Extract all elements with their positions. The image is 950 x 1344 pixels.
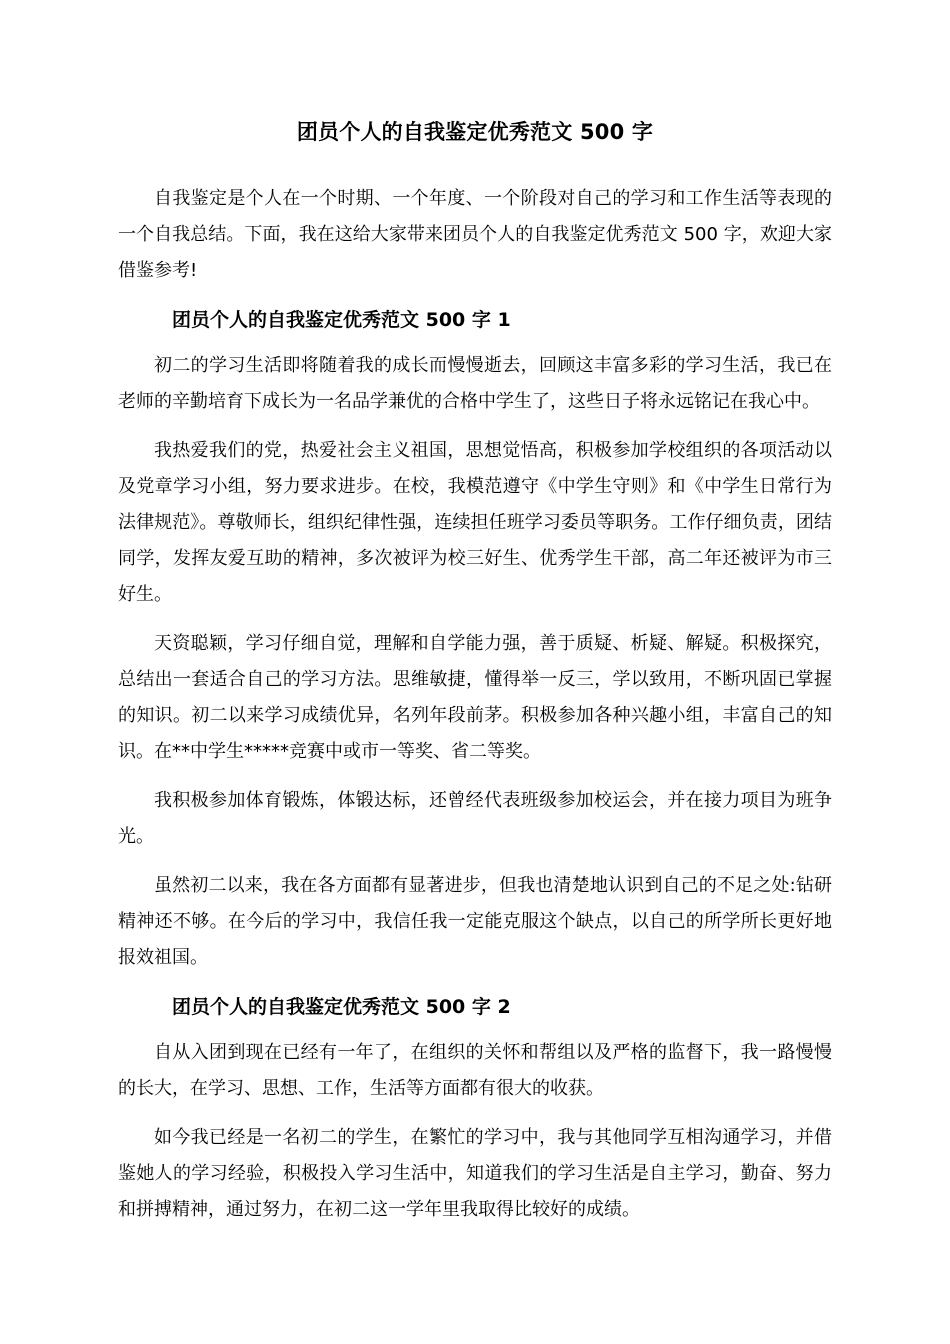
section-paragraph: 自从入团到现在已经有一年了，在组织的关怀和帮组以及严格的监督下，我一路慢慢的长大，在学习、思想、工作，生活等方面都有很大的收获。 (118, 1042, 832, 1099)
section-paragraph: 我积极参加体育锻炼，体锻达标，还曾经代表班级参加校运会，并在接力项目为班争光。 (118, 790, 832, 847)
section-heading: 团员个人的自我鉴定优秀范文 500 字 1 (172, 309, 511, 331)
document-title: 团员个人的自我鉴定优秀范文 500 字 (296, 120, 654, 144)
intro-paragraph: 自我鉴定是个人在一个时期、一个年度、一个阶段对自己的学习和工作生活等表现的一个自我总结。下面，我在这给大家带来团员个人的自我鉴定优秀范文 500 字，欢迎大家借鉴参考! (118, 188, 832, 281)
section-paragraph: 虽然初二以来，我在各方面都有显著进步，但我也清楚地认识到自己的不足之处:钻研精神还不够。在今后的学习中，我信任我一定能克服这个缺点，以自己的所学所长更好地报效祖国。 (118, 875, 832, 968)
section-heading: 团员个人的自我鉴定优秀范文 500 字 2 (172, 996, 511, 1018)
section-paragraph: 如今我已经是一名初二的学生，在繁忙的学习中，我与其他同学互相沟通学习，并借鉴她人的学习经验，积极投入学习生活中，知道我们的学习生活是自主学习，勤奋、努力和拼搏精神，通过努力，在初二这一学年里我取得比较好的成绩。 (118, 1127, 832, 1220)
section-paragraph: 初二的学习生活即将随着我的成长而慢慢逝去，回顾这丰富多彩的学习生活，我已在老师的辛勤培育下成长为一名品学兼优的合格中学生了，这些日子将永远铭记在我心中。 (118, 355, 832, 412)
section-paragraph: 我热爱我们的党，热爱社会主义祖国，思想觉悟高，积极参加学校组织的各项活动以及党章学习小组，努力要求进步。在校，我模范遵守《中学生守则》和《中学生日常行为法律规范》。尊敬师长，组织纪律性强，连续担任班学习委员等职务。工作仔细负责，团结同学，发挥友爱互助的精神，多次被评为校三好生、优秀学生干部，高二年还被评为市三好生。 (118, 440, 832, 605)
section-2 (118, 989, 832, 1228)
section-paragraph: 天资聪颖，学习仔细自觉，理解和自学能力强，善于质疑、析疑、解疑。积极探究，总结出一套适合自己的学习方法。思维敏捷，懂得举一反三，学以致用，不断巩固已掌握的知识。初二以来学习成绩优异，名列年段前茅。积极参加各种兴趣小组，丰富自己的知识。在**中学生*****竞赛中或市一等奖、省二等奖。 (118, 633, 832, 762)
section-1 (118, 302, 832, 976)
